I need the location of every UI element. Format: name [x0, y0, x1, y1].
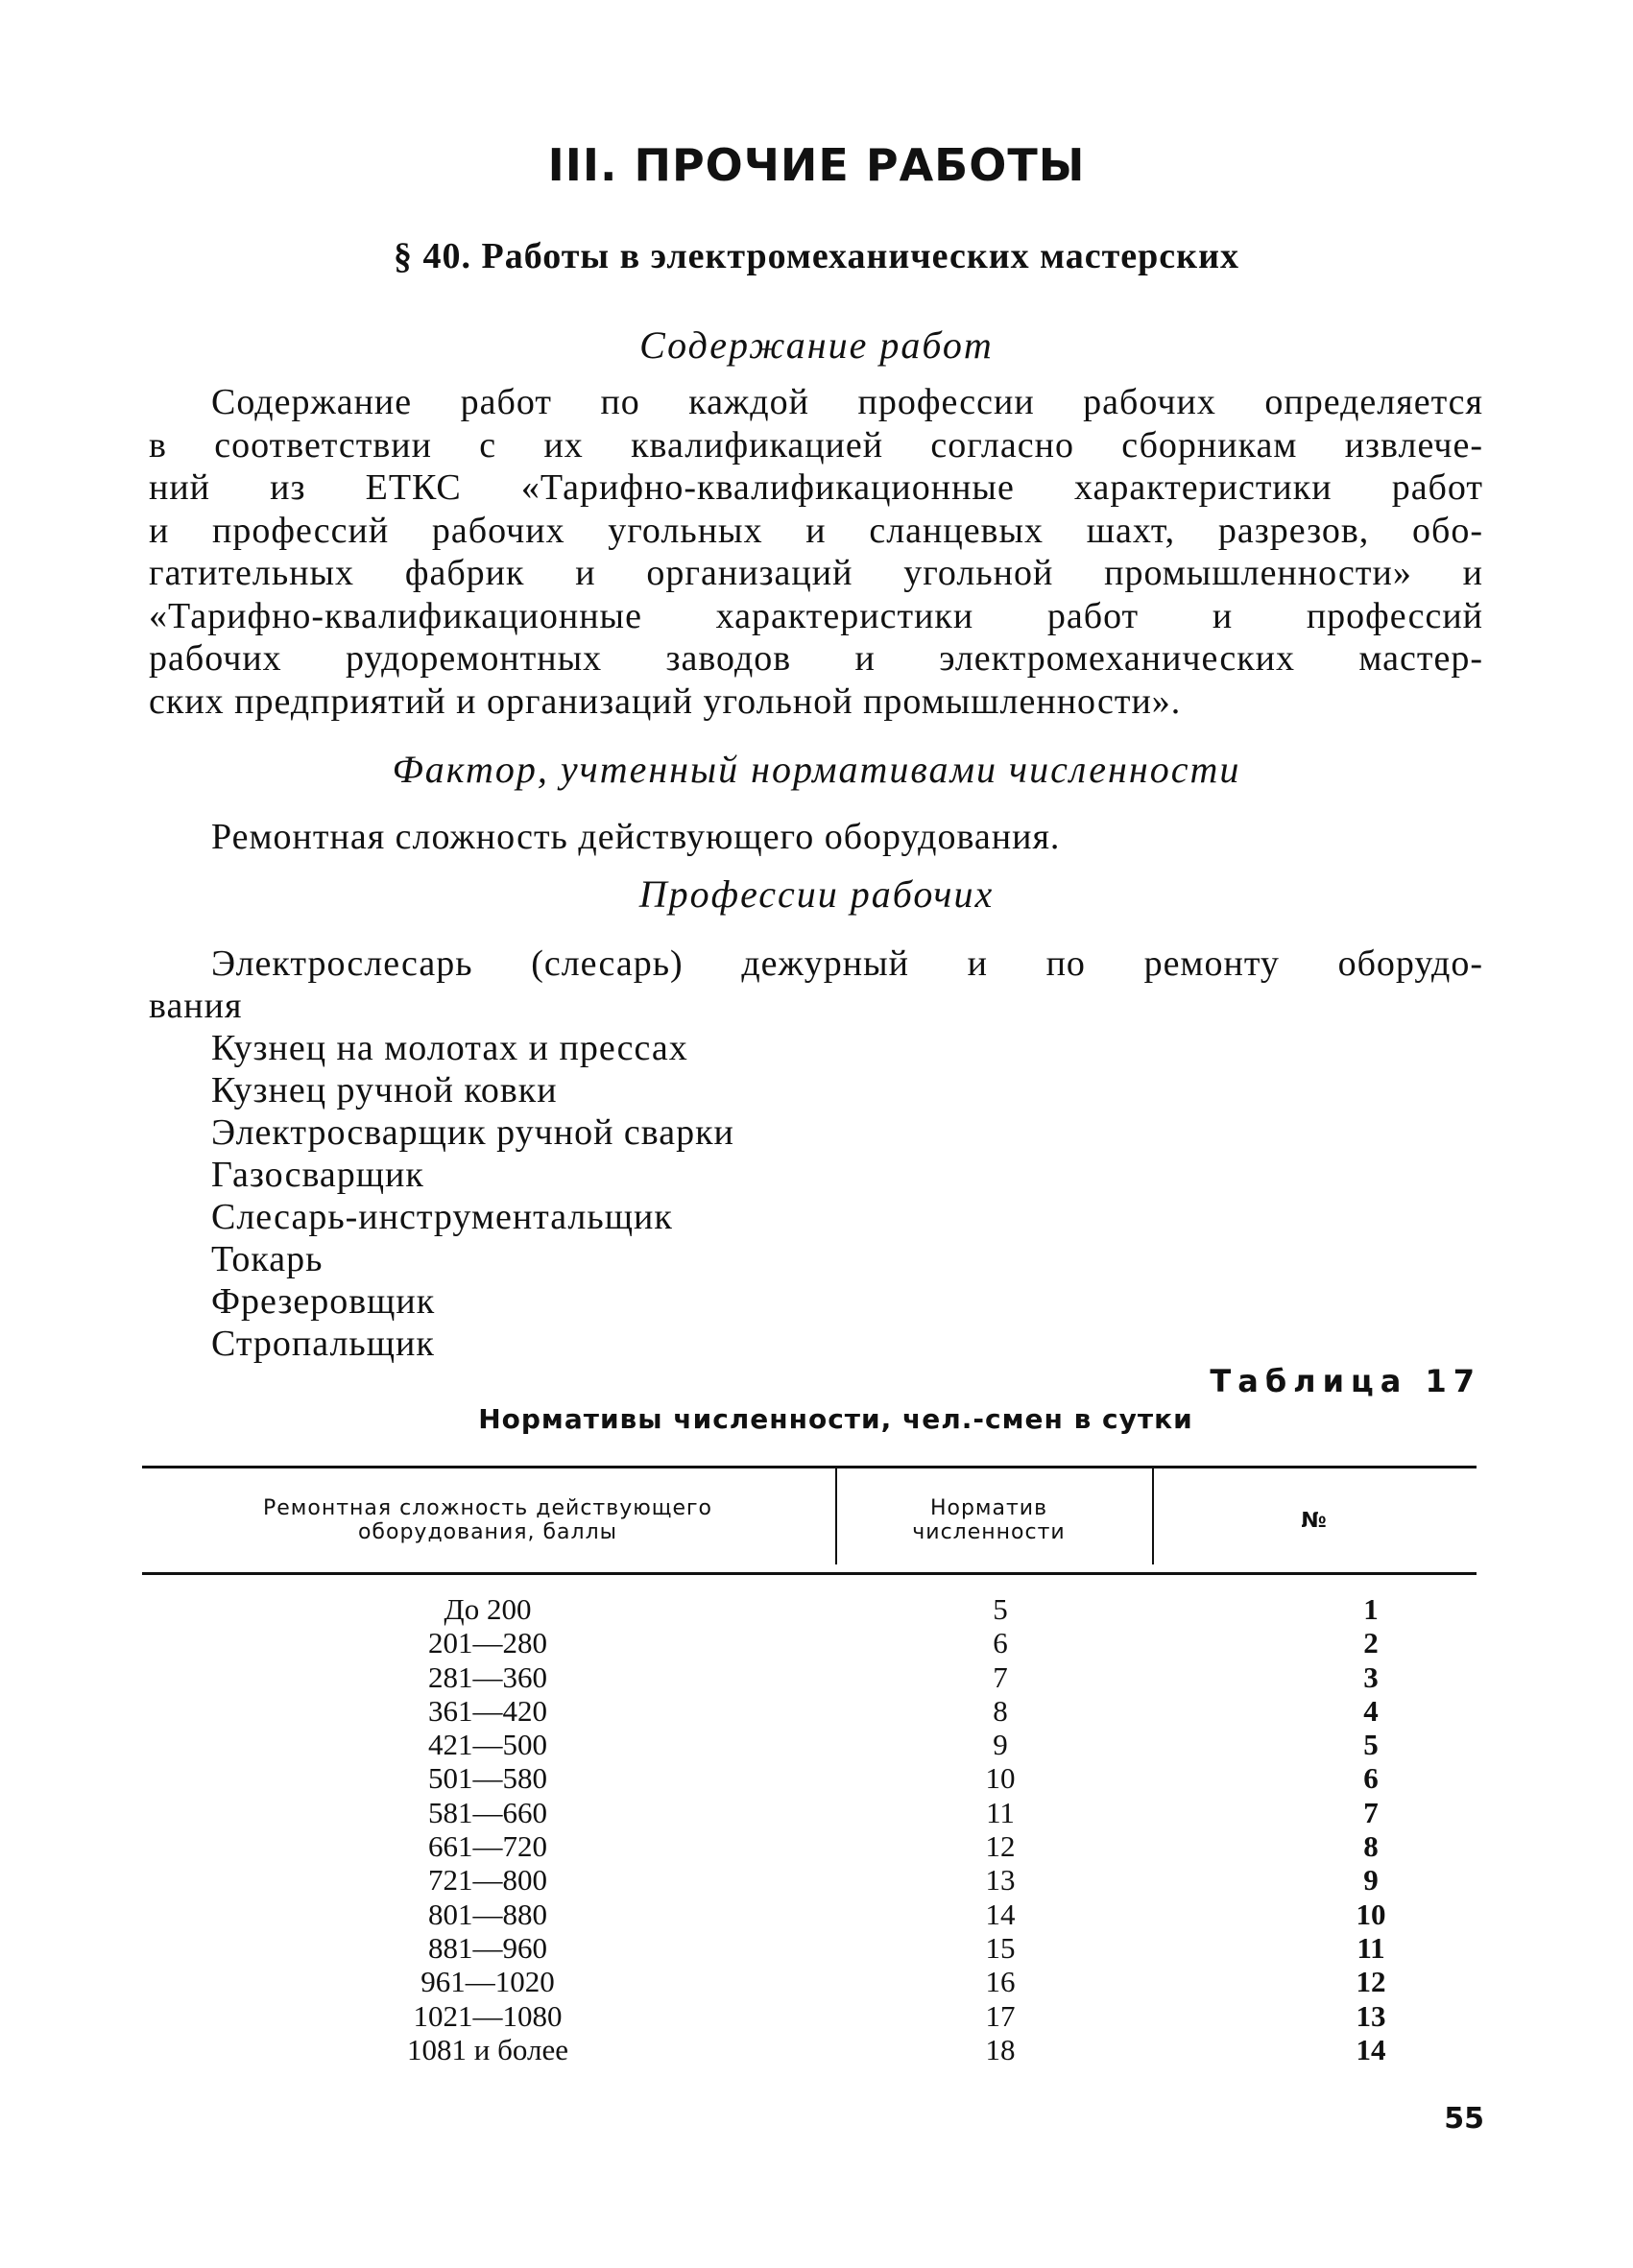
table-row [142, 1898, 1477, 1931]
cell-norm: 10 [985, 1761, 1016, 1796]
table-row [142, 1796, 1477, 1829]
cell-number: 8 [1363, 1829, 1379, 1864]
work-content-heading: Содержание работ [639, 323, 994, 367]
table-row [142, 2033, 1477, 2066]
header-norm-line: численности [912, 1520, 1066, 1544]
cell-number: 2 [1363, 1626, 1379, 1660]
factor-paragraph [149, 816, 1483, 859]
professions-heading: Профессии рабочих [638, 872, 995, 916]
profession-item-continuation: вания [149, 986, 243, 1026]
paragraph-line: и профессий рабочих угольных и сланцевых шахт, разрезов, обо- [149, 510, 1483, 551]
section-title: § 40. Работы в электромеханических мастерских [394, 236, 1239, 276]
profession-item: Газосварщик [211, 1155, 424, 1195]
cell-complexity: 581—660 [428, 1795, 547, 1829]
profession-item: Электрослесарь (слесарь) дежурный и по ремонту оборудо- [211, 943, 1483, 984]
profession-item: Электросварщик ручной сварки [211, 1112, 734, 1153]
table-row [142, 1592, 1477, 1626]
cell-norm: 5 [993, 1592, 1008, 1626]
paragraph-line: в соответствии с их квалификацией согласно сборникам извлече- [149, 424, 1483, 466]
table-row [142, 1694, 1477, 1728]
table-header [142, 1468, 1477, 1572]
cell-complexity: 801—880 [428, 1897, 547, 1931]
profession-item: Фрезеровщик [211, 1281, 436, 1322]
paragraph-line: «Тарифно-квалификационные характеристики работ и профессий [149, 595, 1483, 636]
cell-complexity: До 200 [444, 1592, 532, 1626]
paragraph-line: ских предприятий и организаций угольной промышленности». [149, 680, 1182, 722]
header-complexity-line: Ремонтная сложность действующего [262, 1496, 713, 1520]
cell-complexity: 201—280 [428, 1626, 547, 1660]
profession-item: Кузнец на молотах и прессах [211, 1028, 688, 1068]
table-row [142, 1863, 1477, 1897]
cell-norm: 15 [985, 1930, 1016, 1965]
paragraph-line: гатительных фабрик и организаций угольной промышленности» и [149, 553, 1483, 593]
cell-complexity: 721—800 [428, 1863, 547, 1898]
factor-heading: Фактор, учтенный нормативами численности [392, 748, 1241, 791]
table-caption: Нормативы численности, чел.-смен в сутки [478, 1403, 1193, 1435]
norms-table [142, 1466, 1477, 2066]
part-title: III. ПРОЧИЕ РАБОТЫ [547, 139, 1086, 191]
cell-norm: 7 [993, 1659, 1008, 1694]
cell-norm: 8 [993, 1693, 1008, 1728]
table-row [142, 1931, 1477, 1965]
profession-item: Кузнец ручной ковки [211, 1070, 558, 1110]
professions-list-block [149, 943, 1483, 1365]
cell-number: 1 [1363, 1592, 1379, 1626]
cell-norm: 13 [985, 1863, 1016, 1898]
cell-number: 9 [1363, 1863, 1379, 1898]
cell-number: 11 [1357, 1930, 1385, 1965]
cell-number: 4 [1363, 1693, 1379, 1728]
header-norm-line: Норматив [929, 1496, 1048, 1520]
factor-text: Ремонтная сложность действующего оборудования. [211, 817, 1061, 857]
table-header-rule [142, 1572, 1477, 1575]
table-row [142, 1965, 1477, 1998]
cell-complexity: 1021—1080 [413, 1998, 563, 2033]
table-row [142, 1660, 1477, 1694]
paragraph-line: рабочих рудоремонтных заводов и электромеханических мастер- [149, 638, 1483, 679]
page-number: 55 [1444, 2102, 1484, 2136]
cell-norm: 14 [985, 1897, 1016, 1931]
cell-norm: 17 [985, 1998, 1016, 2033]
cell-number: 13 [1356, 1998, 1386, 2033]
table-body [142, 1592, 1477, 2066]
cell-norm: 18 [985, 2032, 1016, 2066]
cell-norm: 12 [985, 1829, 1016, 1864]
paragraph-line: ний из ЕТКС «Тарифно-квалификационные характеристики работ [149, 467, 1483, 508]
table-row [142, 1626, 1477, 1659]
profession-item: Токарь [211, 1239, 324, 1279]
header-complexity [142, 1468, 833, 1572]
cell-norm: 11 [986, 1795, 1015, 1829]
cell-complexity: 281—360 [428, 1659, 547, 1694]
header-complexity-line: оборудования, баллы [357, 1520, 618, 1544]
cell-number: 12 [1356, 1965, 1386, 1999]
header-number: № [1301, 1508, 1328, 1533]
header-norm [835, 1468, 1142, 1572]
cell-complexity: 661—720 [428, 1829, 547, 1864]
profession-item: Слесарь-инструментальщик [211, 1197, 673, 1237]
table-row [142, 1728, 1477, 1761]
table-row [142, 1761, 1477, 1795]
cell-complexity: 361—420 [428, 1693, 547, 1728]
table-label: Таблица 17 [1210, 1363, 1481, 1399]
cell-complexity: 1081 и более [407, 2032, 568, 2066]
work-content-paragraph [149, 381, 1483, 723]
table-row [142, 1829, 1477, 1863]
table-row [142, 1999, 1477, 2033]
paragraph-line: Содержание работ по каждой профессии рабочих определяется [211, 382, 1483, 422]
cell-complexity: 501—580 [428, 1761, 547, 1796]
cell-complexity: 961—1020 [420, 1965, 555, 1999]
cell-complexity: 421—500 [428, 1728, 547, 1762]
cell-number: 6 [1363, 1761, 1379, 1796]
professions-list [149, 1027, 1483, 1365]
cell-complexity: 881—960 [428, 1930, 547, 1965]
cell-number: 14 [1356, 2032, 1386, 2066]
profession-item: Стропальщик [211, 1324, 435, 1364]
cell-number: 7 [1363, 1795, 1379, 1829]
cell-norm: 9 [993, 1728, 1008, 1762]
cell-number: 5 [1363, 1728, 1379, 1762]
cell-norm: 6 [993, 1626, 1008, 1660]
cell-number: 10 [1356, 1897, 1386, 1931]
cell-number: 3 [1363, 1659, 1379, 1694]
cell-norm: 16 [985, 1965, 1016, 1999]
